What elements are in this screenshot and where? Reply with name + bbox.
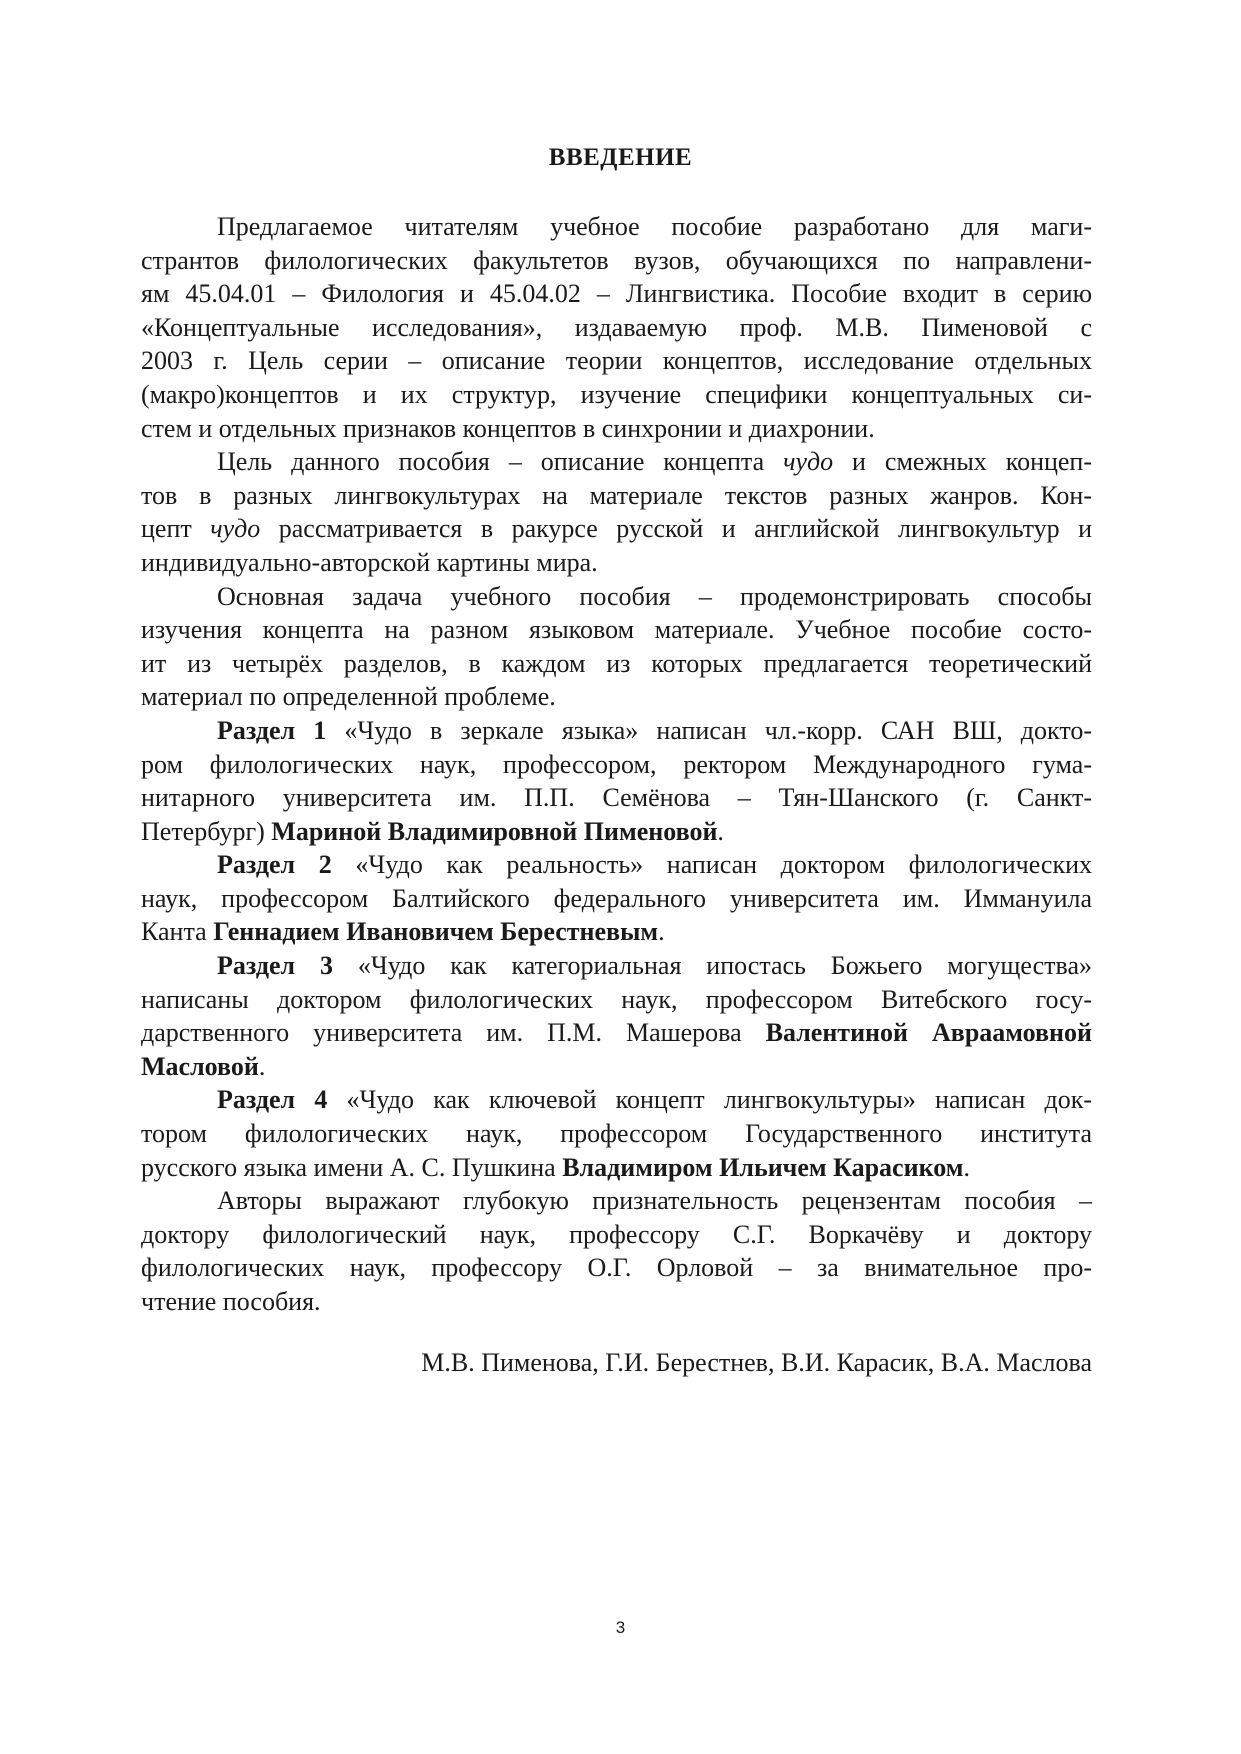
text-line: Предлагаемое читателям учебное пособие разработано для маги- bbox=[217, 212, 1092, 241]
italic-term: чудо bbox=[783, 447, 834, 477]
text-line: Раздел 1 «Чудо в зеркале языка» написан чл.-корр. САН ВШ, докто- bbox=[217, 715, 1093, 745]
text-line: Масловой. bbox=[141, 1051, 266, 1081]
text-line: русского языка имени А. С. Пушкина Владимиром Ильичем Карасиком. bbox=[141, 1152, 970, 1182]
text-line: ром филологических наук, профессором, ректором Международного гума- bbox=[141, 749, 1092, 779]
paragraph-intro bbox=[141, 210, 1092, 445]
text-line: филологических наук, профессору О.Г. Орловой – за внимательное про- bbox=[141, 1253, 1092, 1283]
text-line: изучения концепта на разном языковом материале. Учебное пособие состо- bbox=[141, 615, 1092, 645]
text-line: (макро)концептов и их структур, изучение специфики концептуальных си- bbox=[141, 379, 1092, 409]
document-body bbox=[141, 210, 1092, 1319]
text-line: доктору филологический наук, профессору С.Г. Воркачёву и доктору bbox=[141, 1219, 1092, 1249]
paragraph-section-2 bbox=[141, 848, 1092, 949]
text-line: Основная задача учебного пособия – продемонстрировать способы bbox=[217, 581, 1092, 611]
paragraph-acknowledgements bbox=[141, 1184, 1092, 1318]
section-label: Раздел 1 bbox=[217, 715, 327, 745]
author-name: Мариной Владимировной Пименовой bbox=[271, 816, 718, 846]
text-line: Петербург) Мариной Владимировной Пименовой. bbox=[141, 816, 724, 846]
paragraph-task bbox=[141, 580, 1092, 714]
section-label: Раздел 3 bbox=[217, 951, 333, 981]
author-name: Геннадием Ивановичем Берестневым bbox=[213, 917, 659, 947]
section-label: Раздел 4 bbox=[217, 1085, 328, 1115]
text-line: наук, профессором Балтийского федерального университета им. Иммануила bbox=[141, 883, 1092, 913]
authors-signature: М.В. Пименова, Г.И. Берестнев, В.И. Карасик, В.А. Маслова bbox=[421, 1348, 1092, 1377]
page-number: 3 bbox=[615, 1618, 626, 1637]
text-line: странтов филологических факультетов вузов, обучающихся по направлени- bbox=[141, 245, 1092, 275]
text-line: Цель данного пособия – описание концепта чудо и смежных концеп- bbox=[217, 447, 1093, 477]
text-line: чтение пособия. bbox=[141, 1287, 321, 1316]
text-line: цепт чудо рассматривается в ракурсе русской и английской лингвокультур и bbox=[141, 514, 1092, 544]
text-line: стем и отдельных признаков концептов в синхронии и диахронии. bbox=[141, 413, 875, 443]
text-line: Канта Геннадием Ивановичем Берестневым. bbox=[141, 917, 665, 947]
paragraph-section-4 bbox=[141, 1083, 1092, 1184]
paragraph-section-3 bbox=[141, 949, 1092, 1083]
italic-term: чудо bbox=[210, 514, 261, 544]
text-line: Раздел 4 «Чудо как ключевой концепт лингвокультуры» написан док- bbox=[217, 1085, 1093, 1115]
author-name: Владимиром Ильичем Карасиком bbox=[562, 1152, 964, 1182]
text-line: Раздел 2 «Чудо как реальность» написан доктором филологических bbox=[217, 850, 1093, 880]
paragraph-section-1 bbox=[141, 714, 1092, 848]
text-line: нитарного университета им. П.П. Семёнова – Тян-Шанского (г. Санкт- bbox=[141, 783, 1092, 813]
author-name: Валентиной Авраамовной bbox=[765, 1018, 1092, 1048]
text-line: дарственного университета им. П.М. Машерова Валентиной Авраамовной bbox=[141, 1018, 1092, 1048]
page-title: ВВЕДЕНИЕ bbox=[548, 144, 693, 171]
text-line: 2003 г. Цель серии – описание теории концептов, исследование отдельных bbox=[141, 346, 1092, 376]
text-line: ит из четырёх разделов, в каждом из которых предлагается теоретический bbox=[141, 648, 1092, 678]
text-line: материал по определенной проблеме. bbox=[141, 682, 556, 712]
text-line: ям 45.04.01 – Филология и 45.04.02 – Лингвистика. Пособие входит в серию bbox=[141, 279, 1092, 309]
text-line: написаны доктором филологических наук, профессором Витебского госу- bbox=[141, 984, 1092, 1014]
text-line: «Концептуальные исследования», издаваемую проф. М.В. Пименовой с bbox=[141, 312, 1092, 342]
text-line: индивидуально-авторской картины мира. bbox=[141, 547, 598, 577]
text-line: тов в разных лингвокультурах на материале текстов разных жанров. Кон- bbox=[141, 480, 1092, 510]
text-line: Авторы выражают глубокую признательность рецензентам пособия – bbox=[217, 1186, 1092, 1216]
text-line: тором филологических наук, профессором Государственного института bbox=[141, 1119, 1092, 1149]
paragraph-goal bbox=[141, 445, 1092, 579]
section-label: Раздел 2 bbox=[217, 850, 332, 880]
author-name: Масловой bbox=[141, 1051, 259, 1081]
text-line: Раздел 3 «Чудо как категориальная ипостась Божьего могущества» bbox=[217, 951, 1092, 981]
